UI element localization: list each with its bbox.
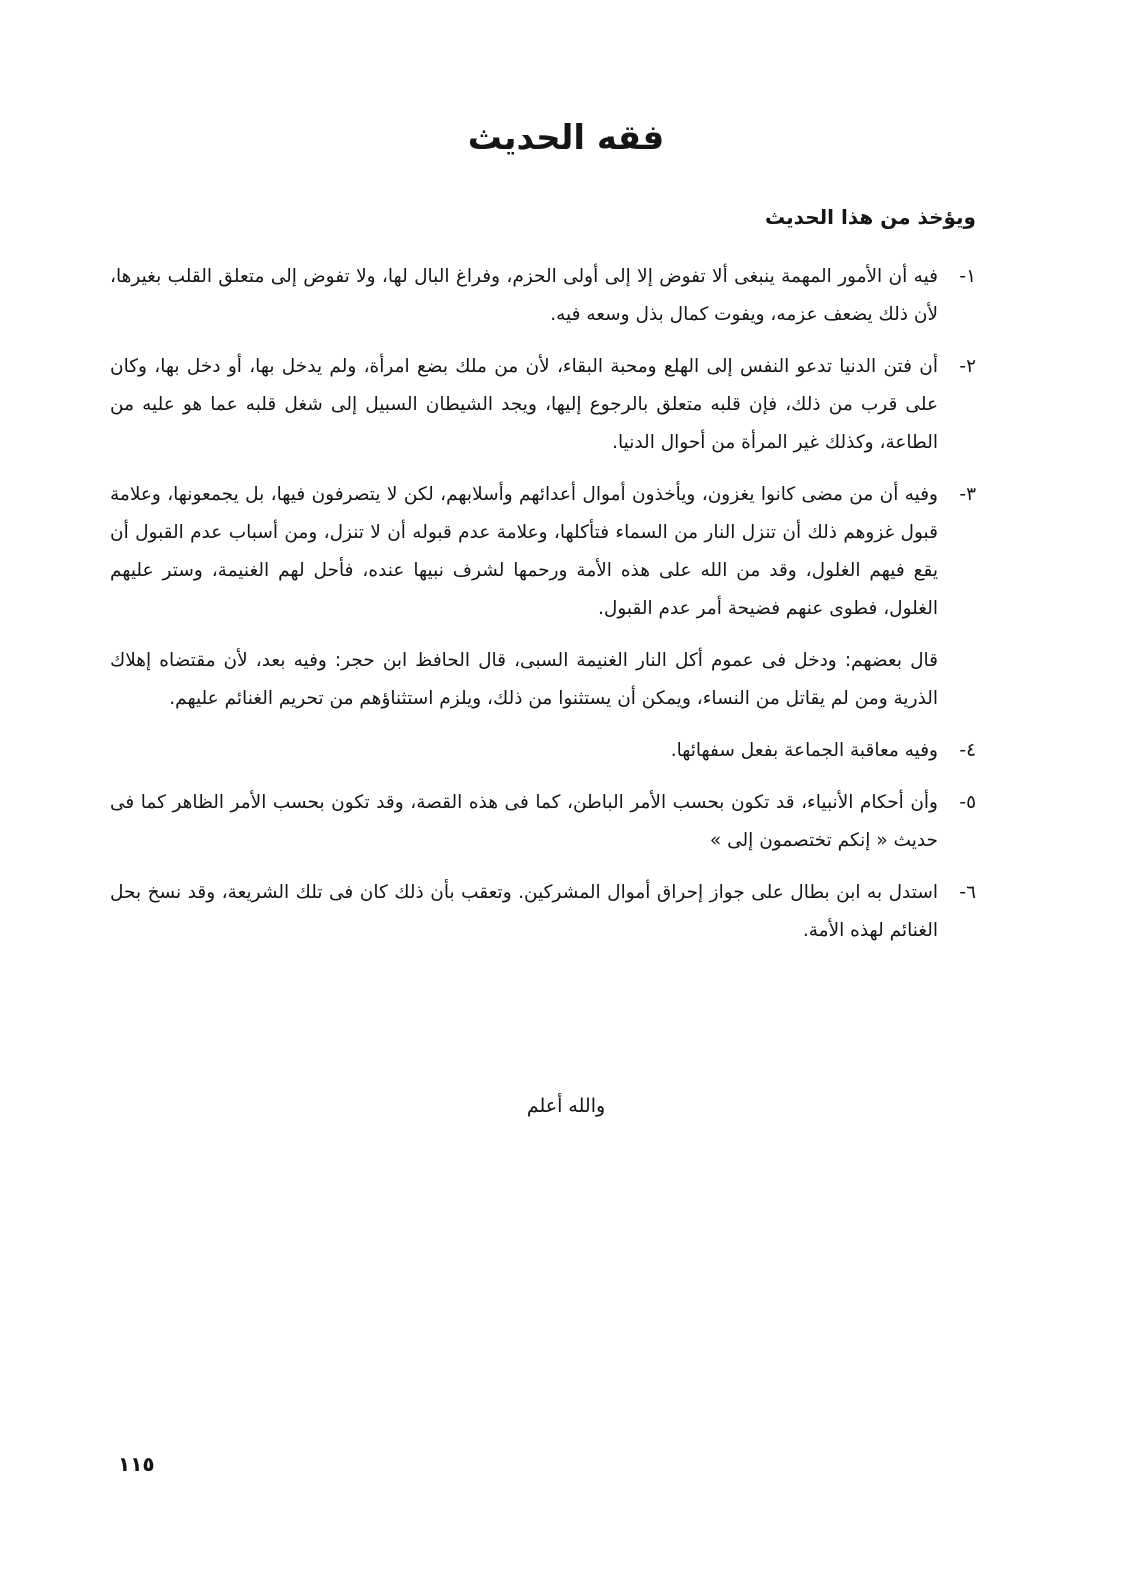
- item-number: ٤-: [959, 740, 976, 761]
- list-item: [110, 874, 976, 950]
- item-text: وفيه أن من مضى كانوا يغزون، ويأخذون أموال أعدائهم وأسلابهم، لكن لا يتصرفون فيها، بل يجمعونها، وعلامة قبول غزوهم ذلك أن تنزل النار من السماء فتأكلها، وعلامة عدم قبوله أن لا تنزل، ومن أسباب عدم القبول أن يقع فيهم الغلول، وقد من الله على هذه الأمة ورحمها لشرف نبيها عنده، فأحل لهم الغنيمة، وستر عليهم الغلول، فطوى عنهم فضيحة أمر عدم القبول.: [110, 484, 938, 619]
- item-text: فيه أن الأمور المهمة ينبغى ألا تفوض إلا إلى أولى الحزم، وفراغ البال لها، ولا تفوض إلى متعلق القلب بغيرها، لأن ذلك يضعف عزمه، ويفوت كمال بذل وسعه فيه.: [110, 266, 938, 325]
- item-text: استدل به ابن بطال على جواز إحراق أموال المشركين. وتعقب بأن ذلك كان فى تلك الشريعة، وقد نسخ بحل الغنائم لهذه الأمة.: [110, 882, 938, 941]
- item-text: أن فتن الدنيا تدعو النفس إلى الهلع ومحبة البقاء، لأن من ملك بضع امرأة، ولم يدخل بها، أو دخل بها، وكان على قرب من ذلك، فإن قلبه متعلق بالرجوع إليها، ويجد الشيطان السبيل إلى شغل قلبه عما هو عليه من الطاعة، وكذلك غير المرأة من أحوال الدنيا.: [110, 356, 938, 453]
- item-number: ٣-: [959, 484, 976, 505]
- intro-heading: ويؤخذ من هذا الحديث: [764, 205, 976, 229]
- list-item: [110, 476, 976, 628]
- page-title: فقه الحديث: [467, 118, 665, 158]
- item-number: ١-: [959, 266, 976, 287]
- item-number: ٢-: [959, 356, 976, 377]
- list-item: [110, 258, 976, 334]
- page-number: ١١٥: [118, 1452, 155, 1476]
- closing-phrase: والله أعلم: [526, 1095, 606, 1117]
- item-number: ٦-: [959, 882, 976, 903]
- document-body: [110, 258, 976, 964]
- list-item: [110, 784, 976, 860]
- item-text: وأن أحكام الأنبياء، قد تكون بحسب الأمر الباطن، كما فى هذه القصة، وقد تكون بحسب الأمر الظاهر كما فى حديث « إنكم تختصمون إلى »: [110, 792, 938, 851]
- quote-paragraph: [110, 642, 976, 718]
- list-item: [110, 348, 976, 462]
- item-number: ٥-: [959, 792, 976, 813]
- quote-text: قال بعضهم: ودخل فى عموم أكل النار الغنيمة السبى، قال الحافظ ابن حجر: وفيه بعد، لأن مقتضاه إهلاك الذرية ومن لم يقاتل من النساء، ويمكن أن يستثنوا من ذلك، ويلزم استثناؤهم من تحريم الغنائم عليهم.: [110, 650, 938, 709]
- list-item: [110, 732, 976, 770]
- item-text: وفيه معاقبة الجماعة بفعل سفهائها.: [670, 740, 938, 761]
